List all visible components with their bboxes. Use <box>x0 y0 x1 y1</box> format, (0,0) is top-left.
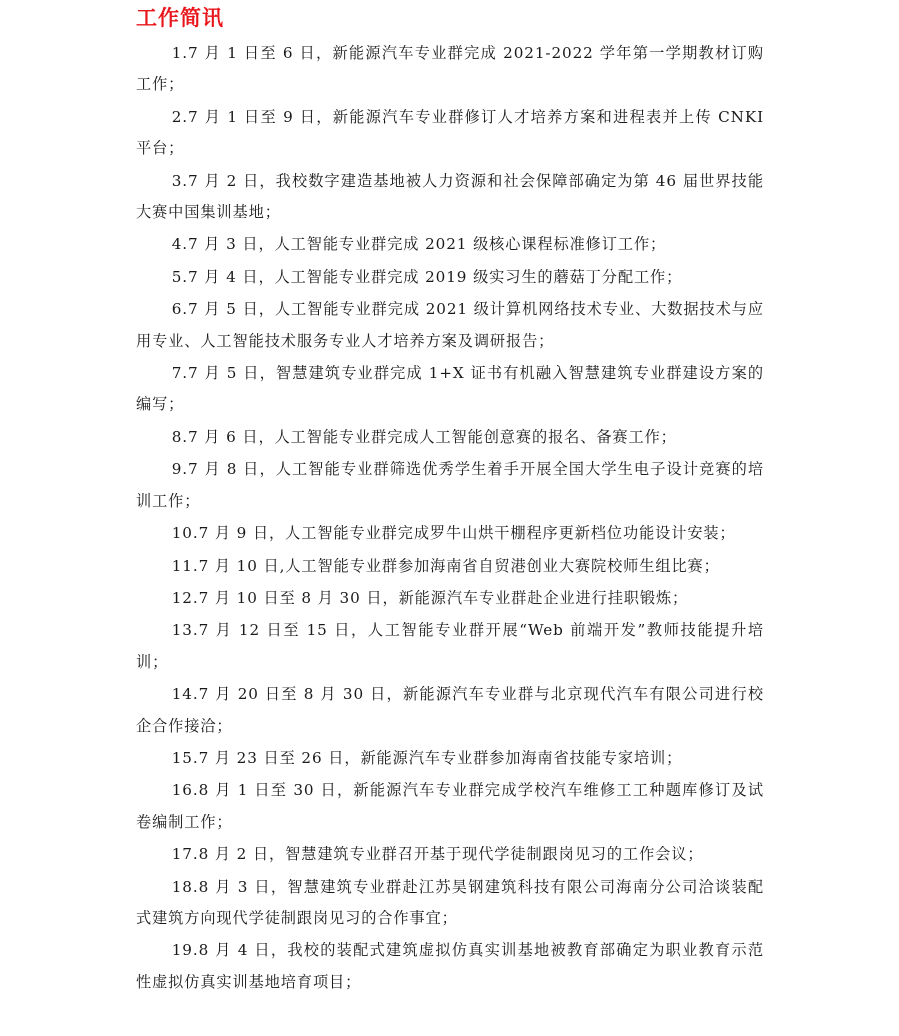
news-item-6: 6.7 月 5 日，人工智能专业群完成 2021 级计算机网络技术专业、大数据技术与应用专业、人工智能技术服务专业人才培养方案及调研报告； <box>136 300 764 350</box>
news-item-17: 17.8 月 2 日，智慧建筑专业群召开基于现代学徒制跟岗见习的工作会议； <box>171 845 704 864</box>
news-item-2: 2.7 月 1 日至 9 日，新能源汽车专业群修订人才培养方案和进程表并上传 CNKI 平台； <box>136 107 764 158</box>
news-item-11: 11.7 月 10 日,人工智能专业群参加海南省自贸港创业大赛院校师生组比赛； <box>171 556 720 575</box>
section-title: 工作简讯 <box>136 6 224 30</box>
news-item-18: 18.8 月 3 日，智慧建筑专业群赴江苏昊钢建筑科技有限公司海南分公司洽谈装配式建筑方向现代学徒制跟岗见习的合作事宜； <box>136 877 764 927</box>
news-item-5: 5.7 月 4 日，人工智能专业群完成 2019 级实习生的蘑菇丁分配工作； <box>171 267 683 286</box>
news-item-10: 10.7 月 9 日，人工智能专业群完成罗牛山烘干棚程序更新档位功能设计安装； <box>171 524 736 543</box>
news-item-8: 8.7 月 6 日，人工智能专业群完成人工智能创意赛的报名、备赛工作； <box>171 427 677 446</box>
news-list <box>136 38 764 999</box>
news-item-12: 12.7 月 10 日至 8 月 30 日，新能源汽车专业群赴企业进行挂职锻炼； <box>171 588 689 607</box>
news-item-9: 9.7 月 8 日，人工智能专业群筛选优秀学生着手开展全国大学生电子设计竞赛的培训工作； <box>136 460 764 510</box>
news-item-13: 13.7 月 12 日至 15 日，人工智能专业群开展“Web 前端开发”教师技能提升培训； <box>136 621 764 671</box>
news-item-7: 7.7 月 5 日，智慧建筑专业群完成 1+X 证书有机融入智慧建筑专业群建设方案的编写； <box>136 364 764 414</box>
news-item-19: 19.8 月 4 日，我校的装配式建筑虚拟仿真实训基地被教育部确定为职业教育示范性虚拟仿真实训基地培育项目； <box>136 941 764 991</box>
news-item-15: 15.7 月 23 日至 26 日，新能源汽车专业群参加海南省技能专家培训； <box>171 748 683 767</box>
news-item-3: 3.7 月 2 日，我校数字建造基地被人力资源和社会保障部确定为第 46 届世界技能大赛中国集训基地； <box>136 171 764 222</box>
news-item-4: 4.7 月 3 日，人工智能专业群完成 2021 级核心课程标准修订工作； <box>171 235 667 254</box>
news-item-1: 1.7 月 1 日至 6 日，新能源汽车专业群完成 2021-2022 学年第一学期教材订购工作； <box>136 44 764 94</box>
news-item-16: 16.8 月 1 日至 30 日，新能源汽车专业群完成学校汽车维修工工种题库修订及试卷编制工作； <box>136 781 764 831</box>
news-item-14: 14.7 月 20 日至 8 月 30 日，新能源汽车专业群与北京现代汽车有限公司进行校企合作接洽； <box>136 685 764 735</box>
